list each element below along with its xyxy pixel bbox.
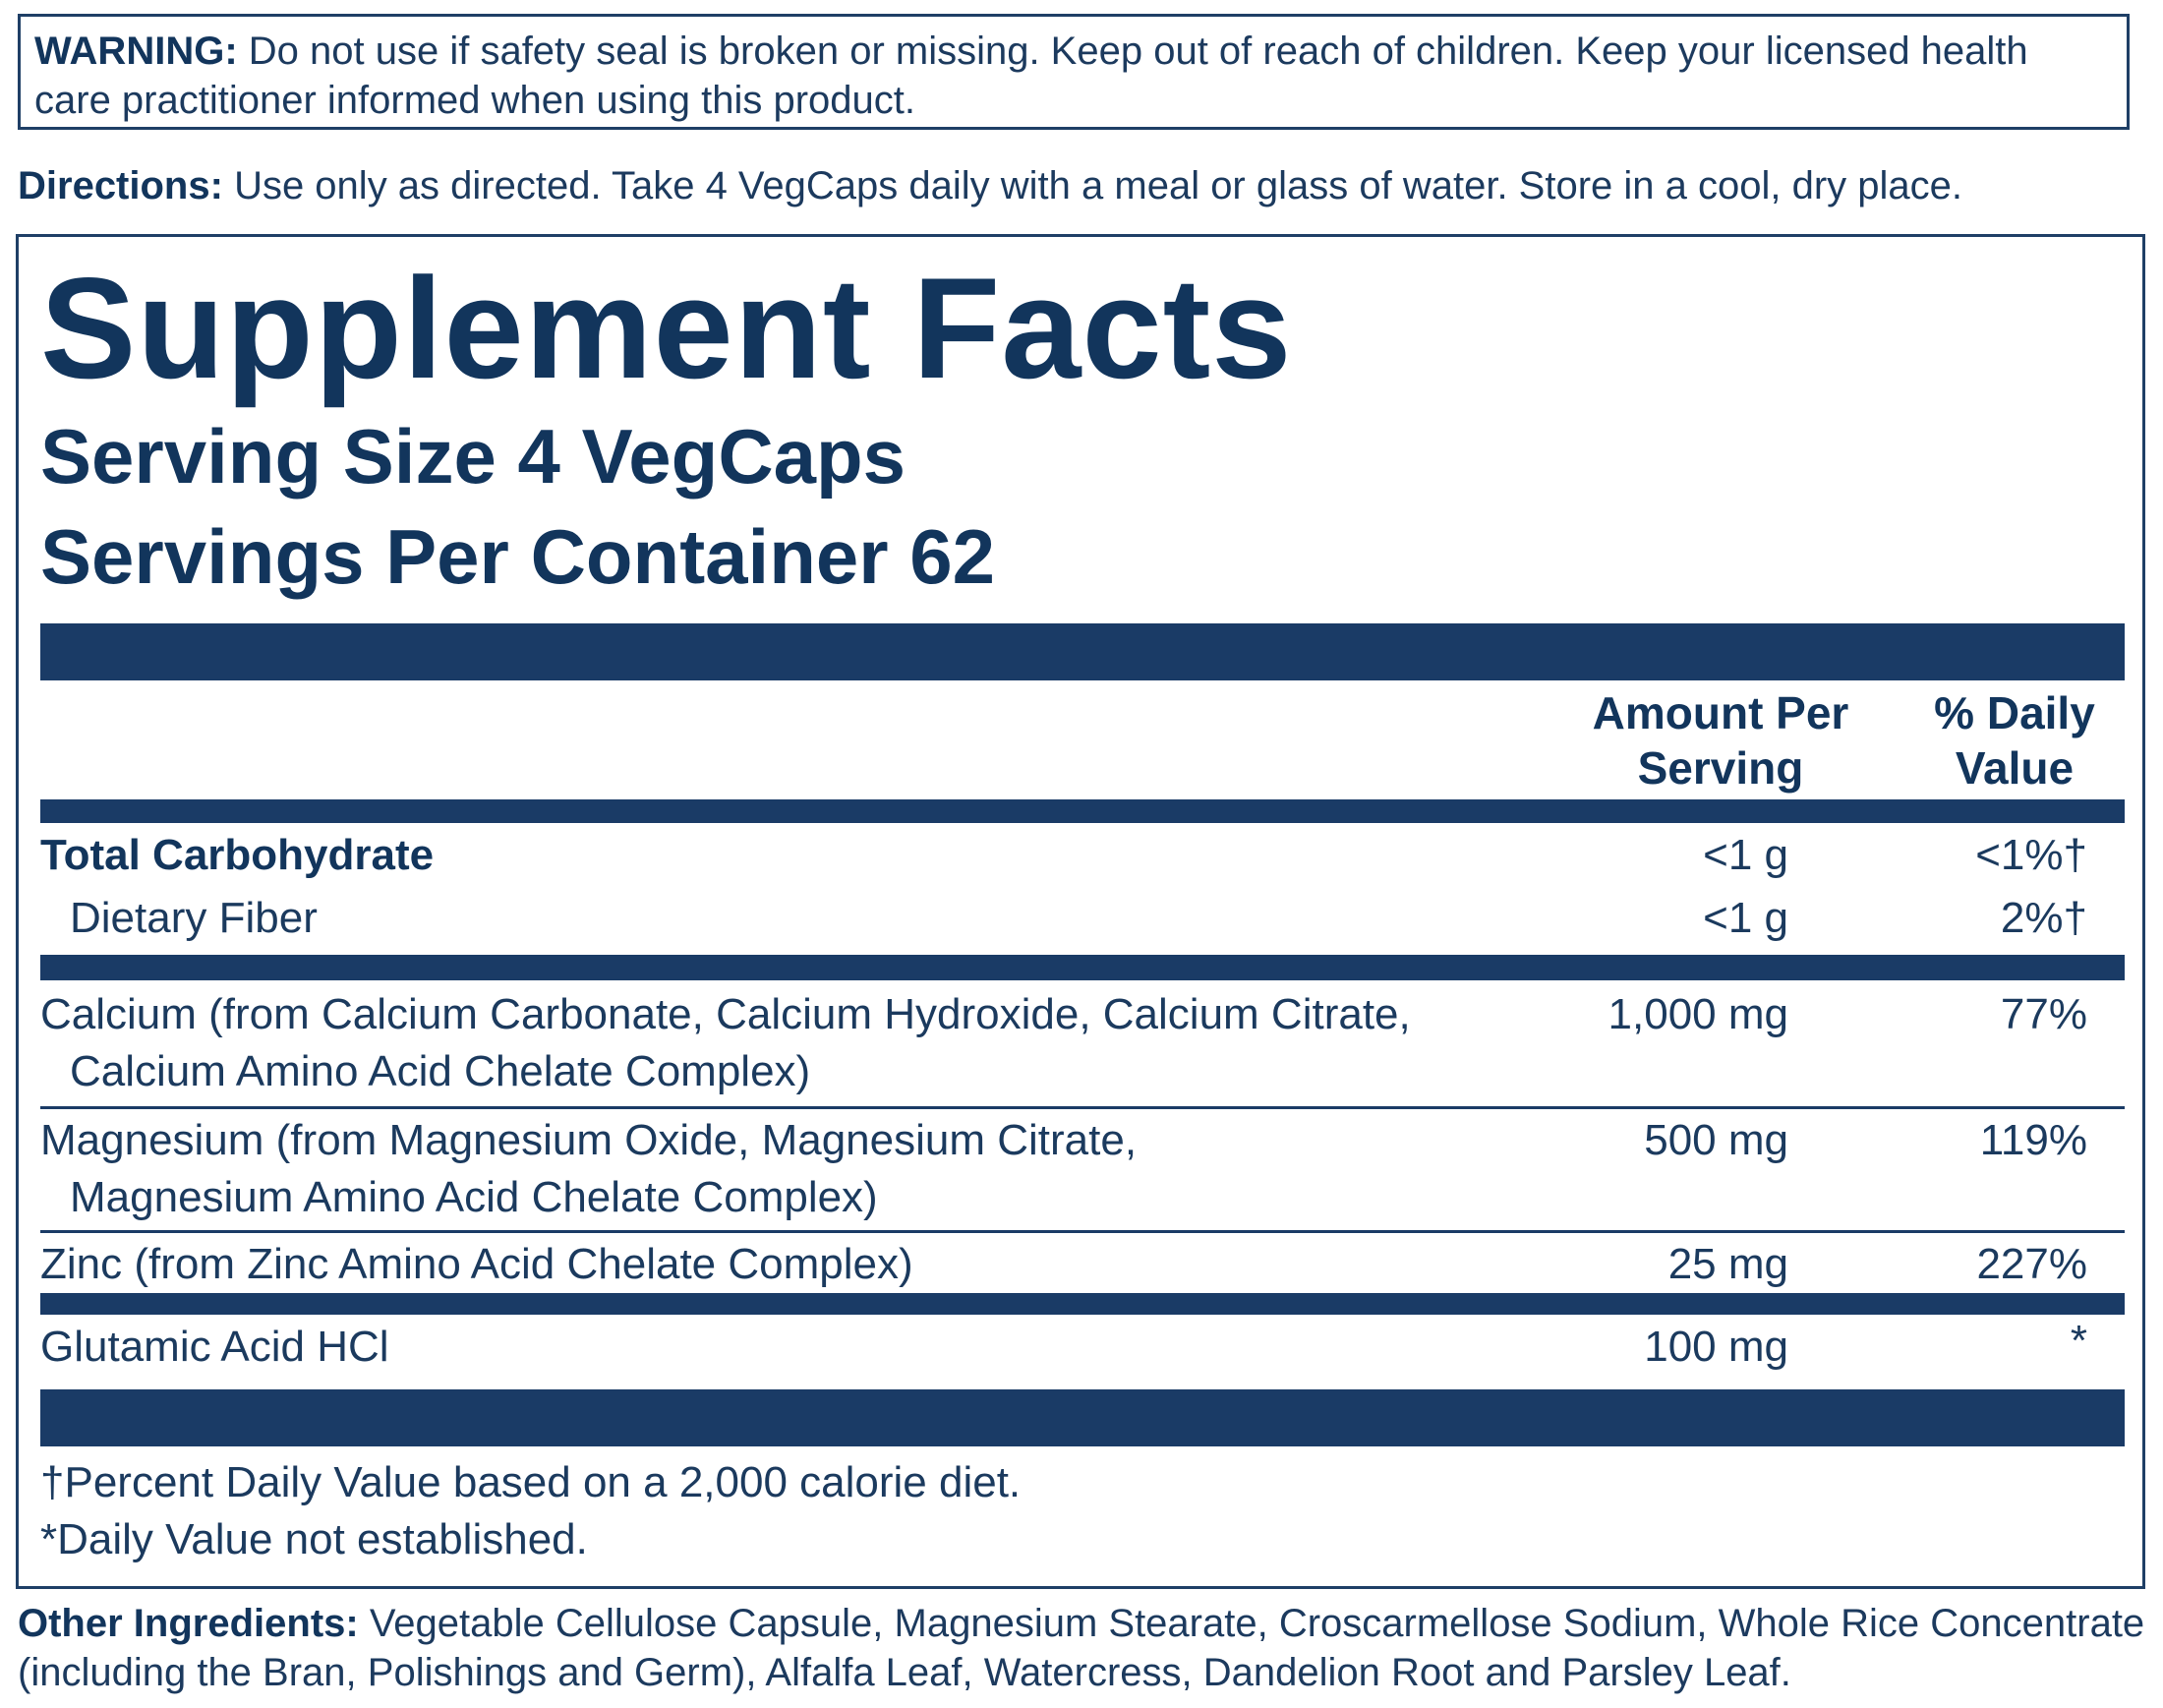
- nutrient-daily-value: *: [2070, 1317, 2087, 1365]
- medium-divider-nutrients: [40, 955, 2125, 980]
- nutrient-amount: 500 mg: [1644, 1116, 1788, 1164]
- nutrient-amount: <1 g: [1703, 894, 1788, 942]
- dv-header-line2: Value: [1955, 742, 2075, 794]
- nutrient-name: Zinc (from Zinc Amino Acid Chelate Complex): [40, 1240, 913, 1288]
- daily-value-header: [1897, 685, 2133, 795]
- thin-divider: [40, 1230, 2125, 1233]
- amount-header-line1: Amount Per: [1592, 687, 1849, 738]
- nutrient-name: Total Carbohydrate: [40, 831, 435, 879]
- servings-per-container: Servings Per Container 62: [40, 513, 996, 600]
- amount-per-serving-header: [1549, 685, 1893, 795]
- nutrient-amount: 25 mg: [1667, 1240, 1788, 1288]
- thick-divider-bottom: [40, 1389, 2125, 1446]
- footnote-percent-dv: †Percent Daily Value based on a 2,000 calorie diet.: [40, 1458, 1022, 1506]
- nutrient-name-line1: Magnesium (from Magnesium Oxide, Magnesium Citrate,: [40, 1116, 1138, 1164]
- nutrient-amount: <1 g: [1703, 831, 1788, 879]
- dv-header-line1: % Daily: [1934, 687, 2095, 738]
- warning-box: [18, 14, 2130, 130]
- nutrient-daily-value: 119%: [1979, 1116, 2087, 1164]
- amount-header-line2: Serving: [1637, 742, 1804, 794]
- directions-label: Directions:: [18, 164, 223, 207]
- directions-text: Use only as directed. Take 4 VegCaps daily with a meal or glass of water. Store in a cool, dry place.: [234, 164, 1963, 207]
- warning-text: Do not use if safety seal is broken or missing. Keep out of reach of children. Keep your licensed health care practitioner informed when using this product.: [34, 29, 2028, 122]
- nutrient-name: Dietary Fiber: [70, 894, 318, 942]
- footnote-dv-not-established: *Daily Value not established.: [40, 1515, 588, 1563]
- nutrient-daily-value: <1%†: [1975, 831, 2087, 879]
- nutrient-amount: 1,000 mg: [1608, 990, 1788, 1038]
- thin-divider: [40, 1106, 2125, 1109]
- supplement-facts-panel: [16, 234, 2145, 1589]
- other-ingredients-label: Other Ingredients:: [18, 1602, 359, 1645]
- supplement-facts-title: Supplement Facts: [40, 248, 1293, 408]
- medium-divider-glutamic: [40, 1293, 2125, 1315]
- other-ingredients-text: Vegetable Cellulose Capsule, Magnesium Stearate, Croscarmellose Sodium, Whole Rice Concentrate (including the Bran, Polishings and Germ), Alfalfa Leaf, Watercress, Dandelion Root and Parsley Leaf.: [18, 1602, 2145, 1694]
- nutrient-daily-value: 227%: [1976, 1240, 2087, 1288]
- nutrient-name-line2: Calcium Amino Acid Chelate Complex): [70, 1047, 811, 1095]
- nutrient-name-line2: Magnesium Amino Acid Chelate Complex): [70, 1173, 878, 1221]
- nutrient-daily-value: 77%: [2000, 990, 2087, 1038]
- directions: [18, 161, 2141, 210]
- serving-size: Serving Size 4 VegCaps: [40, 413, 906, 500]
- warning-label: WARNING:: [34, 29, 238, 73]
- medium-divider-header: [40, 799, 2125, 823]
- nutrient-amount: 100 mg: [1644, 1323, 1788, 1371]
- nutrient-name: Glutamic Acid HCl: [40, 1323, 389, 1371]
- thick-divider-top: [40, 623, 2125, 680]
- nutrient-daily-value: 2%†: [2000, 894, 2087, 942]
- nutrient-name-line1: Calcium (from Calcium Carbonate, Calcium Hydroxide, Calcium Citrate,: [40, 990, 1411, 1038]
- other-ingredients: [18, 1599, 2147, 1697]
